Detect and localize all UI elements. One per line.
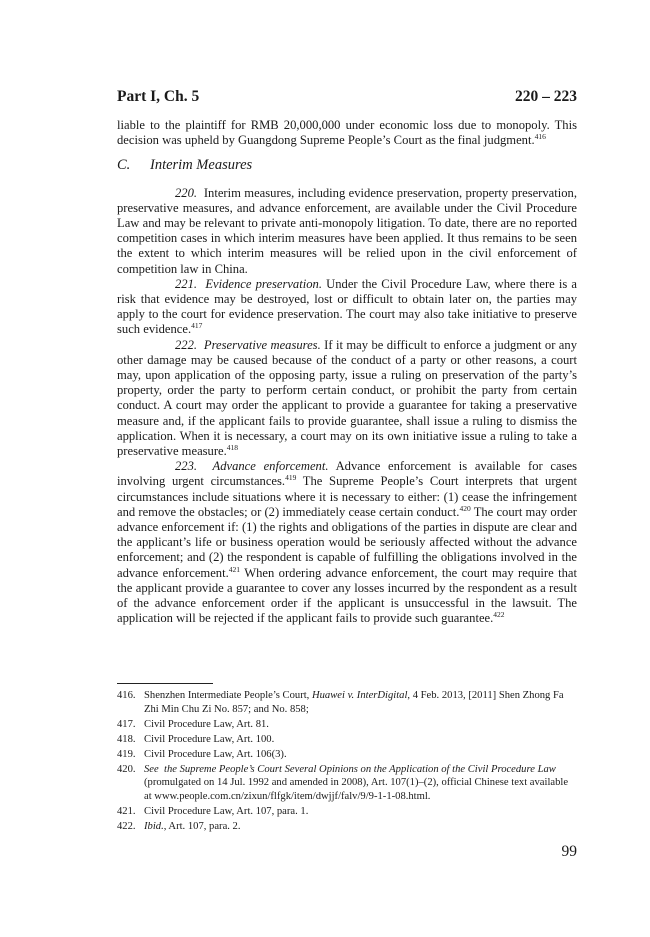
paragraph-text: liable to the plaintiff for RMB 20,000,000 under economic loss due to monopoly. This decision was upheld by Guangdong Supreme People’s Court as the final judgment. xyxy=(117,118,577,148)
footnote-separator xyxy=(117,683,213,684)
paragraph-text: If it may be difficult to enforce a judgment or any other damage may be caused because of the conduct of a party or other reasons, a court may, upon application of the opposing party, issue a ruling on preservation of the party’s property, order the party to perform certain conduct, or prohibit the party from certain conduct. A court may order the applicant to provide a guarantee for taking a preservative measure and, if the applicant fails to provide guarantee, shall issue a ruling to dismiss the application. When it is necessary, a court may on its own initiative issue a ruling to take a preservative measure. xyxy=(117,337,577,459)
footnote-416 xyxy=(117,689,577,716)
footnote-text: Civil Procedure Law, Art. 106(3). xyxy=(144,748,287,760)
footnote-text-part: , Art. 107, para. 2. xyxy=(163,820,241,832)
footnote-ref: 420 xyxy=(459,503,471,513)
paragraph-220 xyxy=(117,186,577,277)
footnote-text: Civil Procedure Law, Art. 81. xyxy=(144,718,269,730)
footnote-text: Civil Procedure Law, Art. 100. xyxy=(144,733,275,745)
footnote-ref: 419 xyxy=(285,473,297,483)
section-title: Interim Measures xyxy=(150,157,253,174)
paragraph-text: Advance enforcement is available for cases involving urgent circumstances. xyxy=(117,459,577,489)
footnote-number: 418. xyxy=(117,733,136,745)
paragraph-text: The court may order advance enforcement if: (1) the rights and obligations of the parties in dispute are clear and the applicant’s life or business operation would be seriously affected without the advance enforcement; and (2) the respondent is capable of fulfilling the obligations involved in the advance enforcement. xyxy=(117,504,577,580)
footnote-number: 422. xyxy=(117,820,136,832)
footnote-number: 420. xyxy=(117,763,136,775)
footnote-418 xyxy=(117,733,577,747)
paragraph-number: 220. xyxy=(175,185,198,200)
source-title: the Supreme People’s Court Several Opinions on the Application of the Civil Procedure Law xyxy=(164,763,556,775)
footnote-ref: 421 xyxy=(228,564,240,574)
footnotes xyxy=(117,689,577,835)
footnote-text xyxy=(144,763,577,804)
paragraph-title: Evidence preservation. xyxy=(205,276,322,291)
paragraph-number: 222. xyxy=(175,337,198,352)
footnote-ref: 417 xyxy=(191,321,203,331)
signal-see: See xyxy=(144,763,159,775)
section-heading xyxy=(117,158,577,173)
footnote-ref: 418 xyxy=(226,443,239,453)
paragraph-222 xyxy=(117,338,577,460)
footnote-number: 419. xyxy=(117,748,136,760)
running-head-paragraph-range: 220 – 223 xyxy=(515,88,577,105)
paragraph-text: The Supreme People’s Court interprets that urgent circumstances include situations where it is necessary to either: (1) cease the infringement and remove the obstacles; or (2) immediately cease certain conduct. xyxy=(117,474,577,519)
paragraph-text: Interim measures, including evidence preservation, property preservation, preservative measures, and advance enforcement, are available under the Civil Procedure Law and may be relevant to private anti-monopoly litigation. To date, there are no reported competition cases in which interim measures have been applied. It thus remains to be seen the extent to which interim measures will be relied upon in the civil enforcement of competition law in China. xyxy=(117,185,578,276)
paragraph-title: Advance enforcement. xyxy=(212,459,329,474)
footnote-text-part: , 4 Feb. 2013, [2011] Shen Zhong Fa Zhi Min Chu Zi No. 857; and No. 858; xyxy=(144,690,564,715)
footnote-421 xyxy=(117,805,577,819)
running-head-chapter: Part I, Ch. 5 xyxy=(117,88,200,105)
paragraph-title: Preservative measures. xyxy=(203,337,321,352)
footnote-417 xyxy=(117,718,577,732)
footnote-text-part: (promulgated on 14 Jul. 1992 and amended in 2008), Art. 107(1)–(2), official Chinese text available at www.people.com.cn/zixun/flfgk/item/dwjjf/falv/9/9-1-1-08.html. xyxy=(144,777,569,802)
footnote-422 xyxy=(117,820,577,834)
running-head xyxy=(117,88,577,106)
paragraph-text: Under the Civil Procedure Law, where there is a risk that evidence may be destroyed, lost or difficult to obtain later on, the parties may apply to the court for evidence preservation. The court may also take initiative to preserve such evidence. xyxy=(117,276,578,337)
footnote-420 xyxy=(117,763,577,804)
paragraph-text: When ordering advance enforcement, the court may require that the applicant provide a guarantee to cover any losses incurred by the respondent as a result of the advance enforcement order if the applicant is unsuccessful in the lawsuit. The application will be rejected if the applicant fails to provide such guarantee. xyxy=(117,565,578,626)
footnote-number: 417. xyxy=(117,718,136,730)
footnote-text-part: Shenzhen Intermediate People’s Court, xyxy=(144,690,312,701)
section-letter: C. xyxy=(117,157,131,174)
page-number: 99 xyxy=(561,843,577,860)
book-page xyxy=(117,0,577,937)
footnote-ref: 416 xyxy=(534,132,546,142)
footnote-ref: 422 xyxy=(493,610,505,620)
signal-ibid: Ibid. xyxy=(144,820,164,832)
paragraph-number: 223. xyxy=(175,459,198,474)
footnote-number: 416. xyxy=(117,690,136,701)
footnote-text: Civil Procedure Law, Art. 107, para. 1. xyxy=(144,805,309,817)
footnote-419 xyxy=(117,748,577,762)
footnote-text xyxy=(144,689,577,716)
continued-paragraph xyxy=(117,118,577,148)
footnote-text xyxy=(144,820,577,834)
body-text xyxy=(117,118,577,627)
footnote-number: 421. xyxy=(117,805,136,817)
paragraph-221 xyxy=(117,277,577,338)
paragraph-223 xyxy=(117,459,577,626)
paragraph-number: 221. xyxy=(175,276,198,291)
case-name: Huawei v. InterDigital xyxy=(311,690,408,701)
